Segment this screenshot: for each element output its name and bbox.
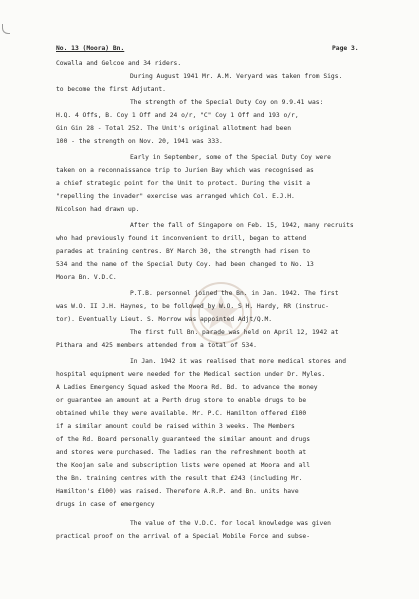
text-line: Early in September, some of the Special Duty Coy were <box>130 154 331 161</box>
text-line: drugs in case of emergency <box>56 501 155 508</box>
text-line: if a similar amount could be raised within 3 weeks. The Members <box>56 423 295 430</box>
text-line: parades at training centres. BY March 30, the strength had risen to <box>56 248 311 255</box>
text-line: to become the first Adjutant. <box>56 86 166 93</box>
text-line: the Koojan sale and subscription lists were opened at Moora and all <box>56 462 311 469</box>
text-line: a chief strategic point for the Unit to protect. During the visit a <box>56 180 311 187</box>
text-line: H.Q. 4 Offs, B. Coy 1 Off and 24 o/r, "C" Coy 1 Off and 193 o/r, <box>56 112 299 119</box>
text-line: 100 - the strength on Nov. 20, 1941 was 333. <box>56 138 223 145</box>
text-line: In Jan. 1942 it was realised that more medical stores and <box>130 358 347 365</box>
document-heading: No. 13 (Moora) Bn. <box>56 45 125 52</box>
text-line: "repelling the invader" exercise was arranged which Col. E.J.H. <box>56 193 295 200</box>
text-line: practical proof on the arrival of a Special Mobile Force and subse- <box>56 533 311 540</box>
text-line: Moora Bn. V.D.C. <box>56 274 117 281</box>
text-line: After the fall of Singapore on Feb. 15, 1942, many recruits <box>130 222 354 229</box>
text-line: Gin Gin 28 - Total 252. The Unit's original allotment had been <box>56 125 292 132</box>
text-line: 534 and the name of the Special Duty Coy. had been changed to No. 13 <box>56 261 314 268</box>
text-line: taken on a reconnaissance trip to Jurien Bay which was recognised as <box>56 167 314 174</box>
page-number: Page 3. <box>332 45 359 52</box>
text-line: tor). Eventually Lieut. S. Morrow was appointed Adjt/Q.M. <box>56 316 273 323</box>
text-line: of the Rd. Board personally guaranteed the similar amount and drugs <box>56 436 311 443</box>
text-line: obtained while they were available. Mr. P.C. Hamilton offered £100 <box>56 410 307 417</box>
text-line: The first full Bn. parade was held on April 12, 1942 at <box>130 329 339 336</box>
text-line: P.T.B. personnel joined the Bn. in Jan. 1942. The first <box>130 290 339 297</box>
text-line: The value of the V.D.C. for local knowledge was given <box>130 520 331 527</box>
text-line: the Bn. training centres with the result that £243 (including Mr. <box>56 475 303 482</box>
text-line: was W.O. II J.H. Haynes, to be followed by W.O. S H. Hardy, RR (instruc- <box>56 303 329 310</box>
page-corner-mark <box>2 24 10 34</box>
text-line: Pithara and 425 members attended from a total of 534. <box>56 342 257 349</box>
text-line: who had previously found it inconvenient to drill, began to attend <box>56 235 307 242</box>
text-line: hospital equipment were needed for the Medical section under Dr. Myles. <box>56 371 326 378</box>
text-line: The strength of the Special Duty Coy on 9.9.41 was: <box>130 99 324 106</box>
text-line: or guarantee an amount at a Perth drug store to enable drugs to be <box>56 397 307 404</box>
text-line: A Ladies Emergency Squad asked the Moora Rd. Bd. to advance the money <box>56 384 318 391</box>
text-line: and stores were purchased. The ladies ran the refreshment booth at <box>56 449 307 456</box>
text-line: Cowalla and Gelcoe and 34 riders. <box>56 60 182 67</box>
text-line: Nicolson had drawn up. <box>56 206 140 213</box>
text-line: During August 1941 Mr. A.M. Veryard was taken from Sigs. <box>130 73 343 80</box>
text-line: Hamilton's £100) was raised. Therefore A.R.P. and Bn. units have <box>56 488 299 495</box>
